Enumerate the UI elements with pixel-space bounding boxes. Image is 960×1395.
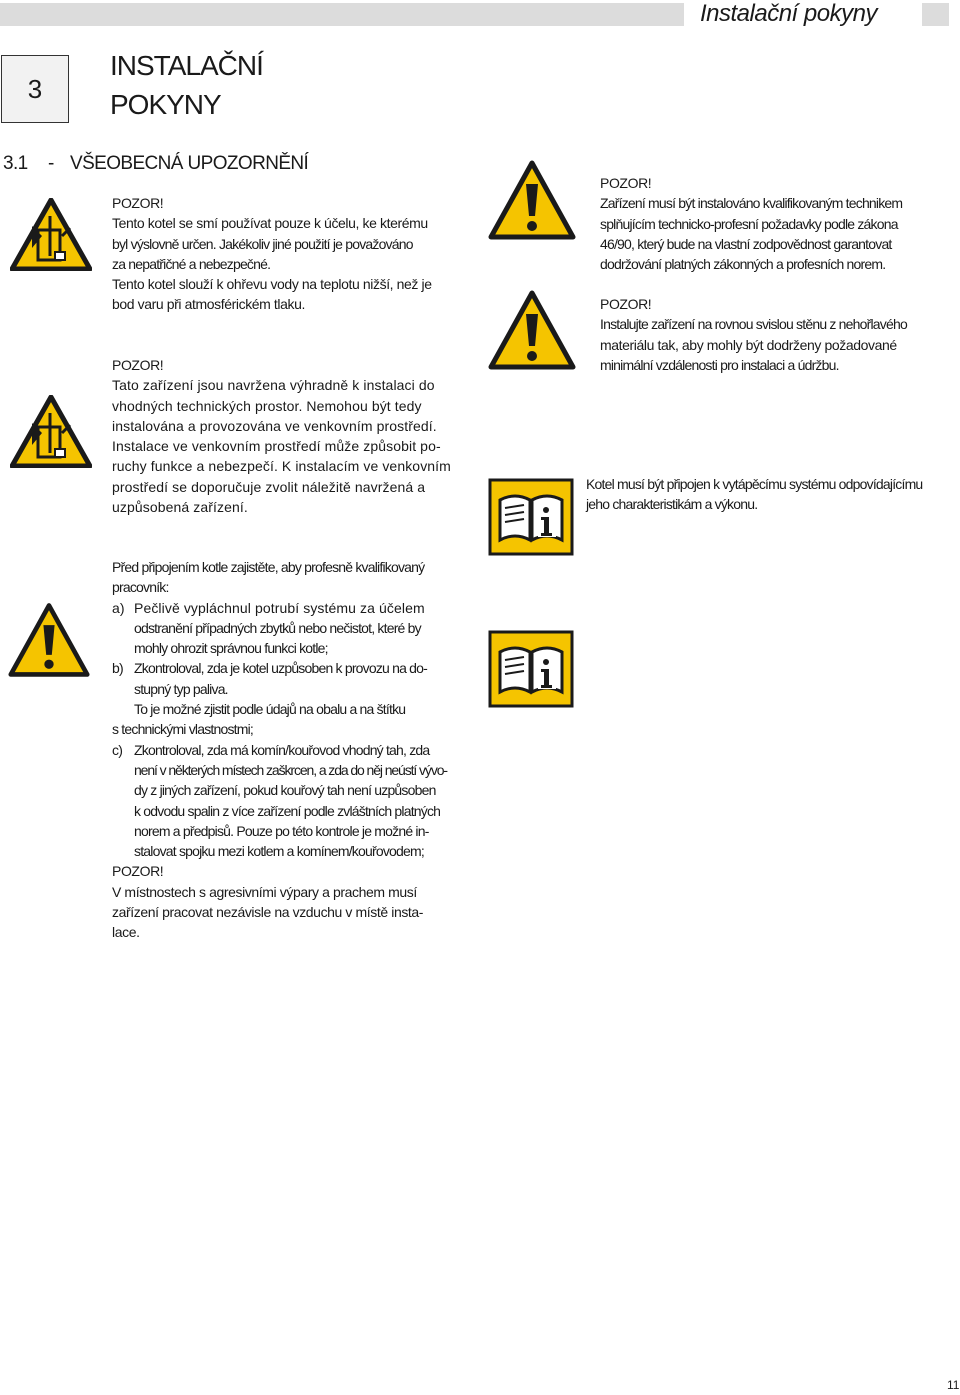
warning-label: POZOR! [600,175,652,191]
list-label: c) [112,741,123,758]
text-line: dodržování platných zákonných a profesních norem. [600,256,886,273]
text-line: V místnostech s agresivními výpary a prachem musí [112,883,417,900]
text-line: lace. [112,924,140,941]
list-item-c [112,740,447,760]
list-label: b) [112,660,123,677]
info-text-heating-system [586,474,922,515]
manual-info-icon [488,630,574,708]
text-line: stalovat spojku mezi kotlem a komínem/kouřovodem; [134,843,424,860]
text-line: instalována a provozována ve venkovním prostředí. [112,417,437,434]
header-title: Instalační pokyny [700,0,877,27]
warning-label: POZOR! [112,863,164,880]
text-line: k odvodu spalin z více zařízení podle zvláštních platných [134,802,441,819]
warning-label: POZOR! [112,195,164,211]
text-line: za nepatřičné a nebezpečné. [112,255,271,272]
text-line: uzpůsobená zařízení. [112,499,248,516]
hand-injury-warning-icon [10,395,92,468]
text-line: ruchy funkce a nebezpečí. K instalacím ve venkovním [112,458,451,475]
hand-injury-warning-icon [10,198,92,271]
manual-info-icon [488,478,574,556]
list-label: a) [112,599,125,616]
text-line: odstranění případných zbytků nebo nečistot, které by [134,619,421,636]
text-line: jeho charakteristikám a výkonu. [586,496,758,513]
text-line: není v některých místech zaškrcen, a zda do něj neústí vývo- [134,761,447,778]
exclamation-warning-icon [488,160,576,240]
text-line: Kotel musí být připojen k vytápěcímu systému odpovídajícímu [586,476,923,492]
text-line: Tento kotel se smí používat pouze k účelu, ke kterému [112,215,428,232]
chapter-title-line2: POKYNY [110,89,221,120]
text-line: bod varu při atmosférickém tlaku. [112,296,305,313]
warning-text-outdoor [112,355,451,517]
exclamation-warning-icon [488,290,576,370]
warning-label: POZOR! [600,296,652,312]
text-line: Pečlivě vypláchnul potrubí systému za účelem [134,599,425,616]
warning-label: POZOR! [112,357,164,373]
text-line: vhodných technických prostor. Nemohou být tedy [112,397,422,414]
warning-text-purpose [112,193,432,315]
pre-connection-checklist [112,557,447,943]
section-title: VŠEOBECNÁ UPOZORNĚNÍ [70,153,309,174]
page-number: 11 [947,1378,960,1392]
warning-text-wall-mounting [600,294,907,375]
text-line: 46/90, který bude na vlastní zodpovědnost garantovat [600,235,892,252]
text-line: To je možné zjistit podle údajů na obalu a na štítku [134,701,406,718]
chapter-title-line1: INSTALAČNÍ [110,50,263,81]
section-dash: - [48,153,54,174]
text-line: Před připojením kotle zajistěte, aby profesně kvalifikovaný [112,559,425,575]
text-line: zařízení pracovat nezávisle na vzduchu v místě insta- [112,904,424,921]
text-line: prostředí se doporučuje zvolit náležitě navržená a [112,478,426,495]
chapter-number-box [1,55,69,123]
text-line: Zkontroloval, zda má komín/kouřovod vhodný tah, zda [134,741,430,758]
text-line: pracovník: [112,579,169,596]
text-line: mohly ohrozit správnou funkci kotle; [134,640,328,657]
text-line: Instalujte zařízení na rovnou svislou stěnu z nehořlavého [600,316,907,333]
text-line: Instalace ve venkovním prostředí může způsobit po- [112,438,441,455]
header-bar-left [0,3,684,26]
exclamation-warning-icon [8,600,90,680]
text-line: s technickými vlastnostmi; [112,721,254,738]
list-item-b [112,658,447,678]
text-line: byl výslovně určen. Jakékoliv jiné použití je považováno [112,235,413,252]
text-line: norem a předpisů. Pouze po této kontrole je možné in- [134,822,429,839]
text-line: Tento kotel slouží k ohřevu vody na teplotu nižší, než je [112,276,432,293]
section-heading [3,153,308,175]
text-line: dy z jiných zařízení, pokud kouřový tah není uzpůsoben [134,782,436,799]
chapter-number: 3 [27,73,43,104]
text-line: Zařízení musí být instalováno kvalifikovaným technikem [600,195,903,212]
section-number: 3.1 [3,153,28,174]
header-bar-right [922,3,949,26]
text-line: Tato zařízení jsou navržena výhradně k instalaci do [112,377,435,394]
text-line: splňujícím technicko-profesní požadavky podle zákona [600,215,898,232]
text-line: materiálu tak, aby mohly být dodrženy požadované [600,336,897,353]
text-line: stupný typ paliva. [134,680,228,697]
text-line: minimální vzdálenosti pro instalaci a údržbu. [600,356,839,373]
text-line: Zkontroloval, zda je kotel uzpůsoben k provozu na do- [134,660,428,677]
warning-text-qualified-technician [600,173,902,274]
list-item-a [112,598,447,618]
